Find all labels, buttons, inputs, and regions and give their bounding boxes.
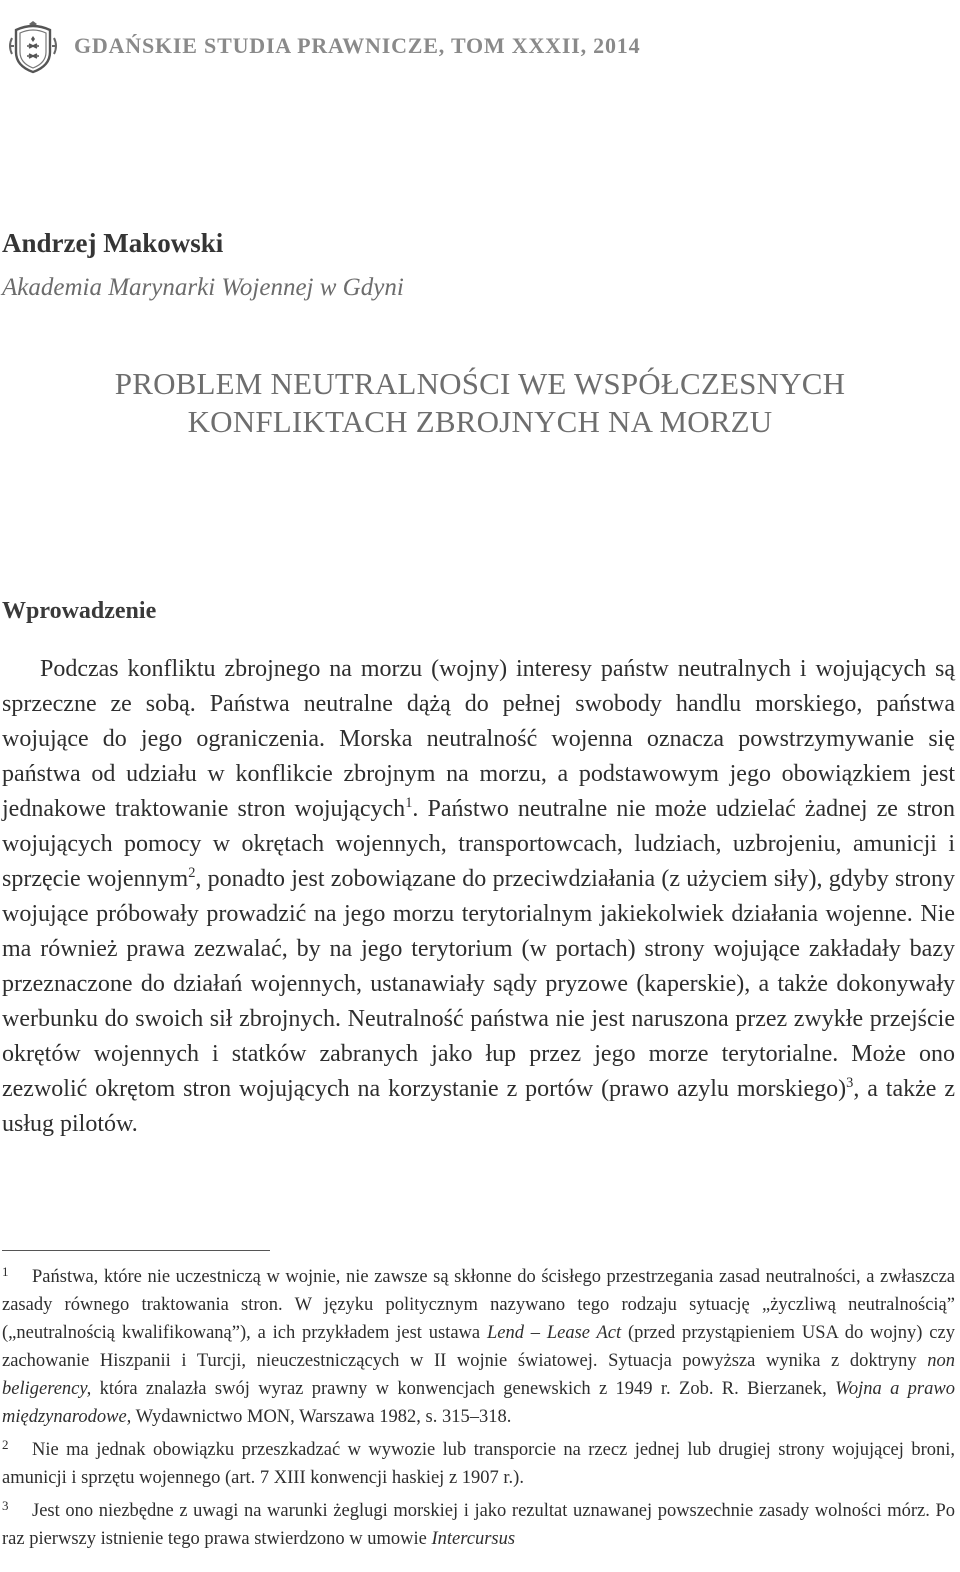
footnote-divider (2, 1250, 270, 1251)
footnote-text: która znalazła swój wyraz prawny w konwencjach genewskich z 1949 r. Zob. R. Bierzanek, (91, 1379, 836, 1399)
footnote-1 (2, 1258, 955, 1431)
footnote-ref-3[interactable]: 3 (846, 1075, 854, 1091)
footnote-text: Wydawnictwo MON, Warszawa 1982, s. 315–318. (131, 1407, 512, 1427)
author-affiliation: Akademia Marynarki Wojennej w Gdyni (2, 274, 404, 301)
footnote-3 (2, 1492, 955, 1553)
article-title-line-2: KONFLIKTACH ZBROJNYCH NA MORZU (187, 404, 773, 439)
section-heading: Wprowadzenie (2, 598, 157, 624)
footnote-italic-text: Lend – Lease Act (486, 1323, 622, 1343)
body-text-part-1: Podczas konfliktu zbrojnego na morzu (wojny) interesy państw neutralnych i wojujących są sprzeczne ze sobą. Państwa neutralne dążą do pełnej swobody handlu morskiego, państwa wojujące do jego ograniczenia. Morska neutralność wojenna oznacza powstrzymywanie się państwa od udziału w konflikcie zbrojnym na morzu, a podstawowym jego obowiązkiem jest jednakowe traktowanie stron wojujących (2, 656, 955, 822)
footnote-ref-1[interactable]: 1 (405, 795, 413, 811)
journal-title: GDAŃSKIE STUDIA PRAWNICZE, TOM XXXII, 2014 (74, 33, 641, 58)
footnote-text: (przed przystąpieniem USA do wojny) czy zachowanie Hiszpanii i Turcji, nieuczestniczących w II wojnie światowej. Sytuacja powyższa wynika z doktryny (2, 1323, 955, 1371)
footnote-ref-2[interactable]: 2 (188, 865, 196, 881)
author-name: Andrzej Makowski (2, 228, 224, 258)
footnote-italic-text: Intercursus (431, 1529, 516, 1549)
footnote-text: Państwa, które nie uczestniczą w wojnie, nie zawsze są skłonne do ścisłego przestrzegania zasad neutralności, a zwłaszcza zasady równego traktowania stron. W języku politycznym nazywano tego rodzaju sytuację „życzliwą neutralnością” („neutralnością kwalifikowaną”), a ich przykładem jest ustawa (2, 1267, 955, 1343)
footnotes (2, 1258, 955, 1553)
footnote-number: 2 (2, 1437, 9, 1452)
footnote-italic-text: Wojna a prawo międzynarodowe, (2, 1379, 955, 1427)
article-title (0, 365, 960, 441)
body-text-part-3: , ponadto jest zobowiązane do przeciwdziałania (z użyciem siły), gdyby strony wojujące próbowały prowadzić na jego morzu terytorialnym jakiekolwiek działania wojenne. Nie ma również prawa zezwalać, by na jego terytorium (w portach) strony wojujące zakładały bazy przeznaczone do działań wojennych, ustanawiały sądy pryzowe (kaperskie), a także dokonywały werbunku do swoich sił zbrojnych. Neutralność państwa nie jest naruszona przez zwykłe przejście okrętów wojennych i statków zabranych jako łup przez jego morze terytorialne. Może ono zezwolić okrętom stron wojujących na korzystanie z portów (prawo azylu morskiego) (2, 866, 955, 1102)
body-text-part-4: , a także z usług pilotów. (2, 1076, 955, 1137)
article-title-line-1: PROBLEM NEUTRALNOŚCI WE WSPÓŁCZESNYCH (114, 366, 846, 401)
body-text-part-2: . Państwo neutralne nie może udzielać żadnej ze stron wojujących pomocy w okrętach wojennych, transportowcach, ludziach, uzbrojeniu, amunicji i sprzęcie wojennym (2, 796, 956, 892)
footnote-number: 3 (2, 1498, 9, 1513)
body-paragraph (2, 652, 955, 1142)
footnote-2 (2, 1431, 955, 1492)
gdansk-coat-of-arms-icon (6, 18, 60, 74)
footnote-text: Jest ono niezbędne z uwagi na warunki żeglugi morskiej i jako rezultat uznawanej powszechnie zasady wolności mórz. Po raz pierwszy istnienie tego prawa stwierdzono w umowie (2, 1501, 955, 1549)
footnote-text: Nie ma jednak obowiązku przeszkadzać w wywozie lub transporcie na rzecz jednej lub drugiej strony wojującej broni, amunicji i sprzętu wojennego (art. 7 XIII konwencji haskiej z 1907 r.). (2, 1440, 955, 1488)
footnote-italic-text: non beligerency, (2, 1351, 955, 1399)
journal-header (6, 18, 640, 74)
footnote-number: 1 (2, 1264, 9, 1279)
